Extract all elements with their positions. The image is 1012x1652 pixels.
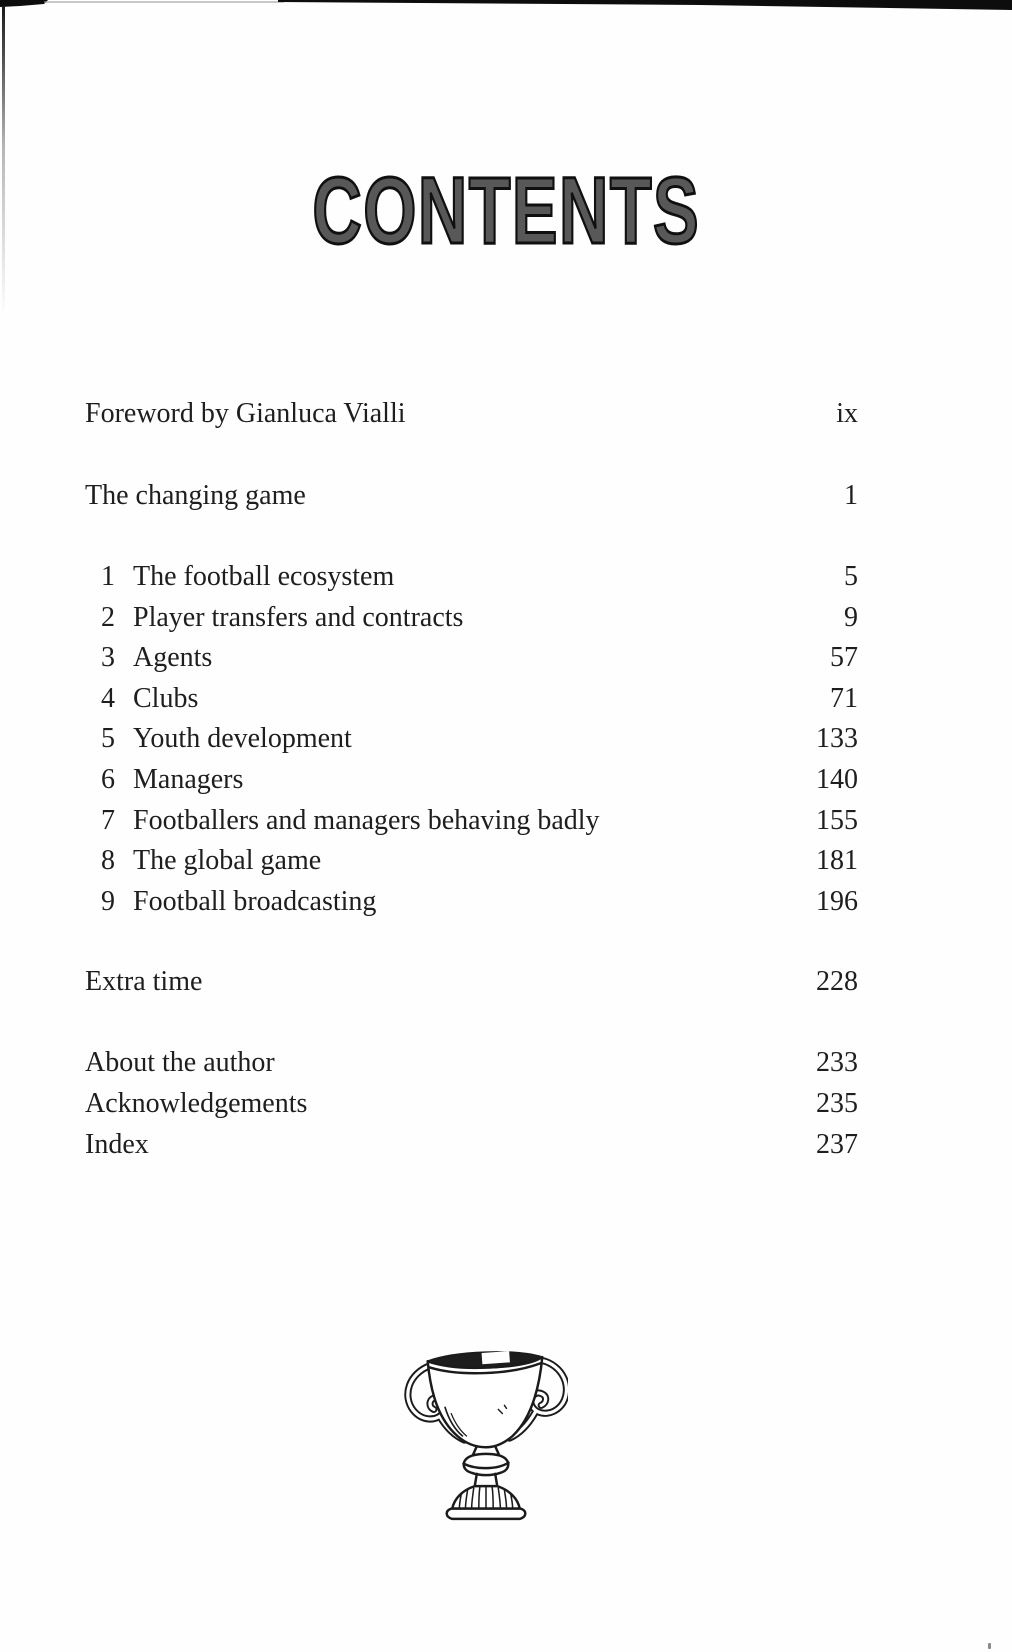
- toc-page-number: 196: [816, 886, 858, 917]
- toc-label: Foreword by Gianluca Vialli: [85, 398, 406, 429]
- toc-row-acknowledgements: [85, 1086, 858, 1122]
- trophy-icon: [404, 1348, 568, 1524]
- toc-row-about-author: [85, 1045, 858, 1081]
- chapter-number: 1: [101, 561, 115, 592]
- toc-page-number: 233: [816, 1047, 858, 1078]
- toc-label: Player transfers and contracts: [133, 602, 464, 633]
- chapter-number: 2: [101, 602, 115, 633]
- toc-row-chapter-4: [85, 681, 858, 717]
- toc-page-number: 1: [844, 480, 858, 511]
- toc-label: The changing game: [85, 480, 306, 511]
- toc-label: About the author: [85, 1047, 275, 1078]
- toc-row-chapter-9: [85, 884, 858, 920]
- toc-label: Index: [85, 1129, 149, 1160]
- toc-page-number: 57: [830, 642, 858, 673]
- toc-page-number: 228: [816, 966, 858, 997]
- toc-row-chapter-3: [85, 640, 858, 676]
- toc-page-number: 5: [844, 561, 858, 592]
- toc-page-number: 155: [816, 805, 858, 836]
- toc-label: The football ecosystem: [133, 561, 395, 592]
- toc-label: Extra time: [85, 966, 203, 997]
- toc-page-number: 133: [816, 723, 858, 754]
- toc-page-number: 9: [844, 602, 858, 633]
- toc-label: Agents: [133, 642, 213, 673]
- toc-label: Footballers and managers behaving badly: [133, 805, 600, 836]
- chapter-number: 8: [101, 845, 115, 876]
- toc-row-chapter-1: [85, 559, 858, 595]
- chapter-number: 3: [101, 642, 115, 673]
- toc-row-changing-game: [85, 478, 858, 514]
- toc-page-number: 140: [816, 764, 858, 795]
- toc-page-number: 237: [816, 1129, 858, 1160]
- toc-row-index: [85, 1127, 858, 1163]
- toc-row-chapter-6: [85, 762, 858, 798]
- toc-label: Clubs: [133, 683, 199, 714]
- toc-page-number: ix: [836, 398, 858, 429]
- toc-label: Managers: [133, 764, 244, 795]
- toc-row-extra-time: [85, 964, 858, 1000]
- toc-row-chapter-2: [85, 600, 858, 636]
- chapter-number: 9: [101, 886, 115, 917]
- toc-row-foreword: [85, 396, 858, 432]
- toc-page-number: 71: [830, 683, 858, 714]
- toc-label: Youth development: [133, 723, 352, 754]
- toc-row-chapter-5: [85, 721, 858, 757]
- scan-speck: [988, 1643, 991, 1649]
- page-title: CONTENTS: [312, 158, 700, 264]
- toc-row-chapter-8: [85, 843, 858, 879]
- chapter-number: 6: [101, 764, 115, 795]
- chapter-number: 4: [101, 683, 115, 714]
- scan-left-edge: [2, 6, 5, 316]
- toc-row-chapter-7: [85, 803, 858, 839]
- toc-page-number: 181: [816, 845, 858, 876]
- chapter-number: 5: [101, 723, 115, 754]
- scan-top-edge: [0, 0, 1012, 14]
- toc-label: Football broadcasting: [133, 886, 377, 917]
- toc-page-number: 235: [816, 1088, 858, 1119]
- chapter-number: 7: [101, 805, 115, 836]
- toc-label: Acknowledgements: [85, 1088, 308, 1119]
- toc-label: The global game: [133, 845, 322, 876]
